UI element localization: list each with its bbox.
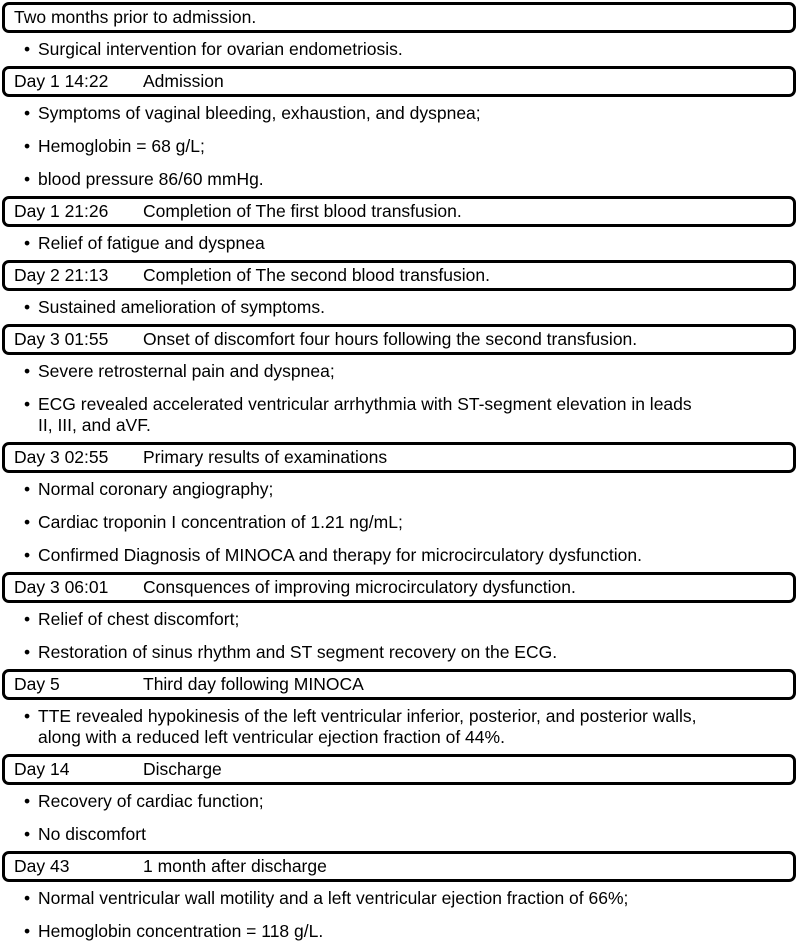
bullet-item: [0, 506, 800, 539]
bullet-line: along with a reduced left ventricular ejection fraction of 44%.: [38, 727, 505, 747]
bullet-list: [0, 882, 800, 948]
event-box: [2, 2, 796, 33]
bullet-item: [0, 163, 800, 196]
bullet-line: • Recovery of cardiac function;: [38, 791, 264, 811]
bullet-item: [0, 785, 800, 818]
event-day: Day 3 06:01: [14, 576, 109, 597]
timeline-section: [0, 669, 800, 754]
bullet-item: [0, 539, 800, 572]
bullet-line: • Symptoms of vaginal bleeding, exhaustion, and dyspnea;: [38, 103, 481, 123]
event-day: Day 3 02:55: [14, 446, 109, 467]
bullet-list: [0, 785, 800, 851]
bullet-item: [0, 818, 800, 851]
timeline-section: [0, 754, 800, 851]
event-box: [2, 196, 796, 227]
timeline-section: [0, 66, 800, 196]
timeline-section: [0, 442, 800, 572]
bullet-line: • Normal coronary angiography;: [38, 479, 274, 499]
event-box: [2, 572, 796, 603]
bullet-line: • Relief of fatigue and dyspnea: [38, 233, 265, 253]
event-box: [2, 851, 796, 882]
event-day: Day 1 21:26: [14, 200, 109, 221]
bullet-list: [0, 473, 800, 572]
bullet-line: • TTE revealed hypokinesis of the left ventricular inferior, posterior, and posterior walls,: [38, 706, 697, 726]
event-label: Completion of The second blood transfusion.: [143, 264, 490, 285]
timeline-section: [0, 572, 800, 669]
event-box: [2, 260, 796, 291]
event-box: [2, 669, 796, 700]
bullet-line: • Hemoglobin = 68 g/L;: [38, 136, 205, 156]
event-box: [2, 754, 796, 785]
bullet-list: [0, 33, 800, 66]
timeline-section: [0, 324, 800, 442]
event-label: Discharge: [143, 758, 222, 779]
event-day: Day 14: [14, 758, 70, 779]
bullet-item: [0, 355, 800, 388]
event-label: 1 month after discharge: [143, 855, 327, 876]
bullet-line: • Restoration of sinus rhythm and ST segment recovery on the ECG.: [38, 642, 558, 662]
bullet-list: [0, 97, 800, 196]
event-label: Admission: [143, 70, 224, 91]
bullet-line: • ECG revealed accelerated ventricular arrhythmia with ST-segment elevation in leads: [38, 394, 692, 414]
bullet-list: [0, 355, 800, 442]
bullet-line: • blood pressure 86/60 mmHg.: [38, 169, 264, 189]
bullet-line: II, III, and aVF.: [38, 415, 151, 435]
bullet-item: [0, 291, 800, 324]
bullet-item: [0, 882, 800, 915]
timeline-section: [0, 196, 800, 260]
event-label: Third day following MINOCA: [143, 673, 364, 694]
bullet-item: [0, 227, 800, 260]
event-day: Day 1 14:22: [14, 70, 109, 91]
bullet-item: [0, 130, 800, 163]
event-label: Primary results of examinations: [143, 446, 388, 467]
bullet-item: [0, 603, 800, 636]
bullet-list: [0, 603, 800, 669]
event-label: Two months prior to admission.: [14, 6, 257, 27]
bullet-item: [0, 700, 800, 754]
bullet-line: • Severe retrosternal pain and dyspnea;: [38, 361, 335, 381]
bullet-item: [0, 473, 800, 506]
event-label: Completion of The first blood transfusion.: [143, 200, 462, 221]
bullet-item: [0, 33, 800, 66]
bullet-line: • Sustained amelioration of symptoms.: [38, 297, 325, 317]
event-label: Consquences of improving microcirculatory dysfunction.: [143, 576, 576, 597]
bullet-line: • Surgical intervention for ovarian endometriosis.: [38, 39, 403, 59]
bullet-item: [0, 388, 800, 442]
timeline-section: [0, 260, 800, 324]
event-label: Onset of discomfort four hours following the second transfusion.: [143, 328, 638, 349]
bullet-list: [0, 700, 800, 754]
bullet-line: • No discomfort: [38, 824, 146, 844]
bullet-item: [0, 915, 800, 948]
event-day: Day 5: [14, 673, 60, 694]
bullet-line: • Normal ventricular wall motility and a left ventricular ejection fraction of 66%;: [38, 888, 629, 908]
timeline-section: [0, 851, 800, 948]
bullet-line: • Hemoglobin concentration = 118 g/L.: [38, 921, 324, 941]
event-day: Day 2 21:13: [14, 264, 109, 285]
timeline-section: [0, 2, 800, 66]
bullet-list: [0, 227, 800, 260]
bullet-line: • Cardiac troponin I concentration of 1.21 ng/mL;: [38, 512, 403, 532]
event-day: Day 43: [14, 855, 70, 876]
event-box: [2, 66, 796, 97]
bullet-item: [0, 636, 800, 669]
event-day: Day 3 01:55: [14, 328, 109, 349]
bullet-list: [0, 291, 800, 324]
bullet-item: [0, 97, 800, 130]
event-box: [2, 442, 796, 473]
bullet-line: • Confirmed Diagnosis of MINOCA and therapy for microcirculatory dysfunction.: [38, 545, 642, 565]
event-box: [2, 324, 796, 355]
bullet-line: • Relief of chest discomfort;: [38, 609, 240, 629]
